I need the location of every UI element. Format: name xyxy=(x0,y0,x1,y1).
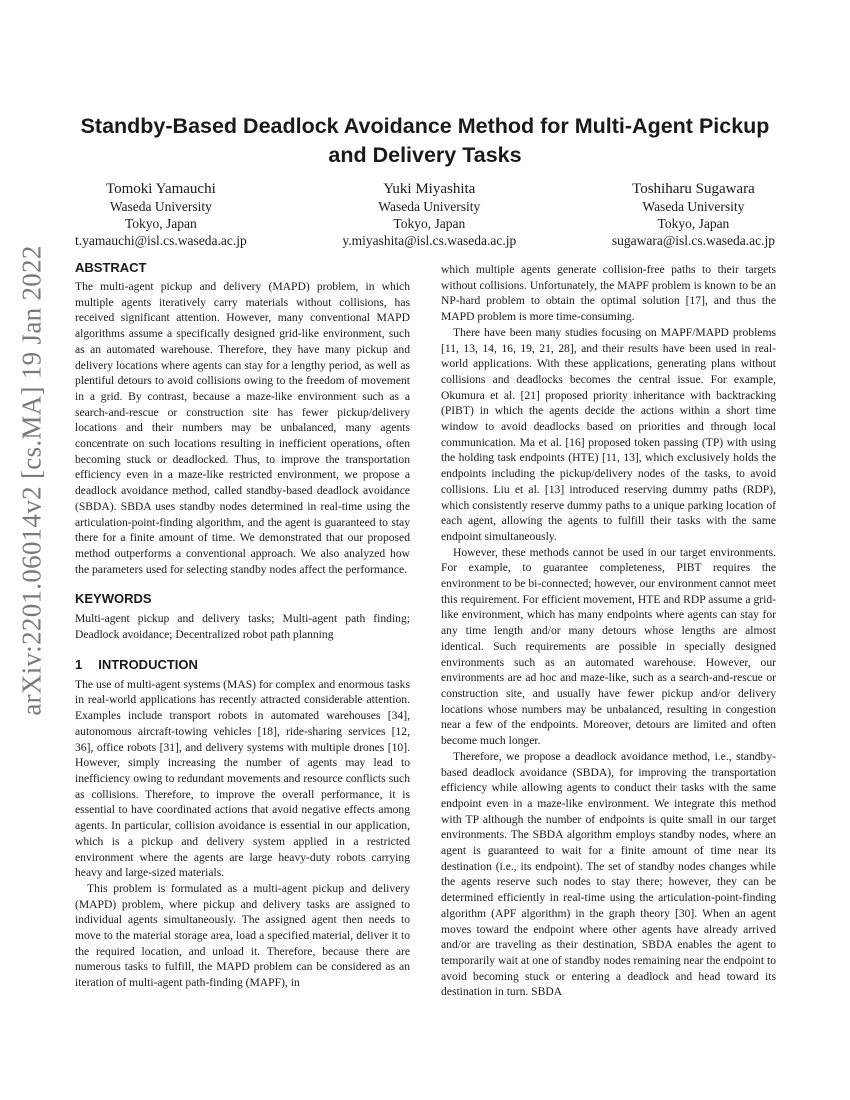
intro-paragraph-3: which multiple agents generate collision-free paths to their targets without collisions. Unfortunately, the MAPF problem is known to be an NP-hard problem to obtain the optimal solution [17], and thus the MAPD problem is more time-consuming. xyxy=(441,263,776,324)
author-location: Tokyo, Japan xyxy=(657,216,730,231)
author-name: Tomoki Yamauchi xyxy=(105,181,216,197)
keywords-heading: KEYWORDS xyxy=(75,591,152,607)
author-name: Yuki Miyashita xyxy=(383,181,476,197)
author-name: Toshiharu Sugawara xyxy=(632,181,755,197)
paper-title: Standby-Based Deadlock Avoidance Method for Multi-Agent Pickup and Delivery Tasks xyxy=(80,114,770,167)
intro-paragraph-2: This problem is formulated as a multi-agent pickup and delivery (MAPD) problem, where pickup and delivery tasks are assigned to individual agents simultaneously. The assigned agent then needs to move to the material storage area, load a specified material, deliver it to the required location, and unload it. Therefore, because there are numerous tasks to fulfill, the MAPD problem can be considered as an iteration of multi-agent path-finding (MAPF), in xyxy=(75,881,410,990)
arxiv-id-text: arXiv:2201.06014v2 [cs.MA] 19 Jan 2022 xyxy=(16,244,47,716)
intro-paragraph-6: Therefore, we propose a deadlock avoidance method, i.e., standby-based deadlock avoidance (SBDA), for improving the transportation efficiency while allowing agents to conduct their tasks with the same endpoint even in a maze-like environment. We integrate this method with TP although the number of endpoints is quite small in our target environments. The SBDA algorithm employs standby nodes, where an agent is guaranteed to wait for a finite amount of time near its destination (i.e., its endpoint). The set of standby nodes changes while the agents reserve such nodes to stay there; however, they can be determined efficiently in real-time using the articulation-point-finding algorithm (APF algorithm) in the graph theory [30]. When an agent moves toward the endpoint where other agents have already arrived and/or are traveling as their destination, SBDA enables the agent to temporarily wait at one of standby nodes remaining near the endpoint to avoid becoming stuck or entering a deadlock and head toward its destination in turn. SBDA xyxy=(441,749,776,999)
intro-paragraph-1: The use of multi-agent systems (MAS) for complex and enormous tasks in real-world applications has recently attracted considerable attention. Examples include transport robots in automated warehouses [34], autonomous aircraft-towing vehicles [18], ride-sharing services [12, 36], office robots [31], and delivery systems with multiple drones [10]. However, simply increasing the number of agents may lead to inefficiency owing to redundant movements and resource conflicts such as collisions. Therefore, to improve the overall performance, it is essential to have coordinated actions that avoid negative effects among agents. In particular, collision avoidance is essential in our application, which is a pickup and delivery system applied in a restricted environment where the agents are large heavy-duty robots carrying heavy and large-sized materials. xyxy=(75,677,410,880)
intro-paragraph-5: However, these methods cannot be used in our target environments. For example, to guarantee completeness, PIBT requires the environment to be bi-connected; however, our environment cannot meet this requirement. For efficient movement, HTE and RDP assume a grid-like environment, which has many endpoints where agents can stay for any time length and/or many detours whose lengths are almost identical. Such requirements are possible in specially designed environments such as an automated warehouse. However, our environments are ad hoc and maze-like, such as a search-and-rescue or construction site, and usually have fewer pickup and/or delivery locations whose numbers may be unbalanced, resulting in congestion near a few of the endpoints. Moreover, detours are limited and often become much longer. xyxy=(441,545,776,748)
author-1 xyxy=(75,180,247,249)
author-location: Tokyo, Japan xyxy=(393,216,466,231)
left-column xyxy=(75,260,410,991)
author-block xyxy=(75,180,775,249)
section-number: 1 xyxy=(75,656,83,672)
section-heading-introduction xyxy=(75,657,410,673)
author-email: t.yamauchi@isl.cs.waseda.ac.jp xyxy=(75,233,247,248)
abstract-text: The multi-agent pickup and delivery (MAPD) problem, in which multiple agents iteratively carry materials without collisions, has received significant attention. However, many conventional MAPD algorithms assume a specifically designed grid-like environment, such as an automated warehouse. Therefore, they have many pickup and delivery locations where agents can stay for a lengthy period, as well as plentiful detours to avoid collisions owing to the freedom of movement in a grid. By contrast, because a maze-like environment such as a search-and-rescue or construction site has fewer pickup/delivery locations and their numbers may be unbalanced, many agents concentrate on such locations resulting in inefficient operations, often becoming stuck or deadlocked. Thus, to improve the transportation efficiency even in a maze-like restricted environment, we propose a deadlock avoidance method, called standby-based deadlock avoidance (SBDA). SBDA uses standby nodes determined in real-time using the articulation-point-finding algorithm, and the agent is guaranteed to stay there for a finite amount of time. We demonstrated that our proposed method outperforms a conventional approach. We also analyzed how the parameters used for selecting standby nodes affect the performance. xyxy=(75,280,410,576)
intro-paragraph-4: There have been many studies focusing on MAPF/MAPD problems [11, 13, 14, 16, 19, 21, 28], and their results have been used in real-world applications. With these applications, generating plans without collisions and deadlocks becomes the central issue. For example, Okumura et al. [21] proposed priority inheritance with backtracking (PIBT) in which the agents decide the actions within a short time window to avoid deadlocks based on priorities and through local communication. Ma et al. [16] proposed token passing (TP) with using the holding task endpoints (HTE) [11, 13], which exclusively holds the endpoints including the pickup/delivery nodes of the tasks, to avoid collisions. Liu et al. [13] introduced reserving dummy paths (RDP), which consistently reserve dummy paths to a unique parking location of each agent, allowing the agents to fulfill their tasks with the same endpoint simultaneously. xyxy=(441,325,776,543)
author-3 xyxy=(612,180,775,249)
author-affiliation: Waseda University xyxy=(642,199,745,214)
author-affiliation: Waseda University xyxy=(378,199,481,214)
author-affiliation: Waseda University xyxy=(109,199,212,214)
section-title: INTRODUCTION xyxy=(98,656,198,672)
author-2 xyxy=(342,180,516,249)
author-location: Tokyo, Japan xyxy=(124,216,197,231)
right-column xyxy=(441,262,776,1000)
author-email: y.miyashita@isl.cs.waseda.ac.jp xyxy=(342,233,517,248)
keywords-text: Multi-agent pickup and delivery tasks; Multi-agent path finding; Deadlock avoidance; Decentralized robot path planning xyxy=(75,612,410,642)
abstract-heading: ABSTRACT xyxy=(75,260,147,275)
arxiv-identifier xyxy=(9,244,55,716)
author-email: sugawara@isl.cs.waseda.ac.jp xyxy=(611,233,775,248)
